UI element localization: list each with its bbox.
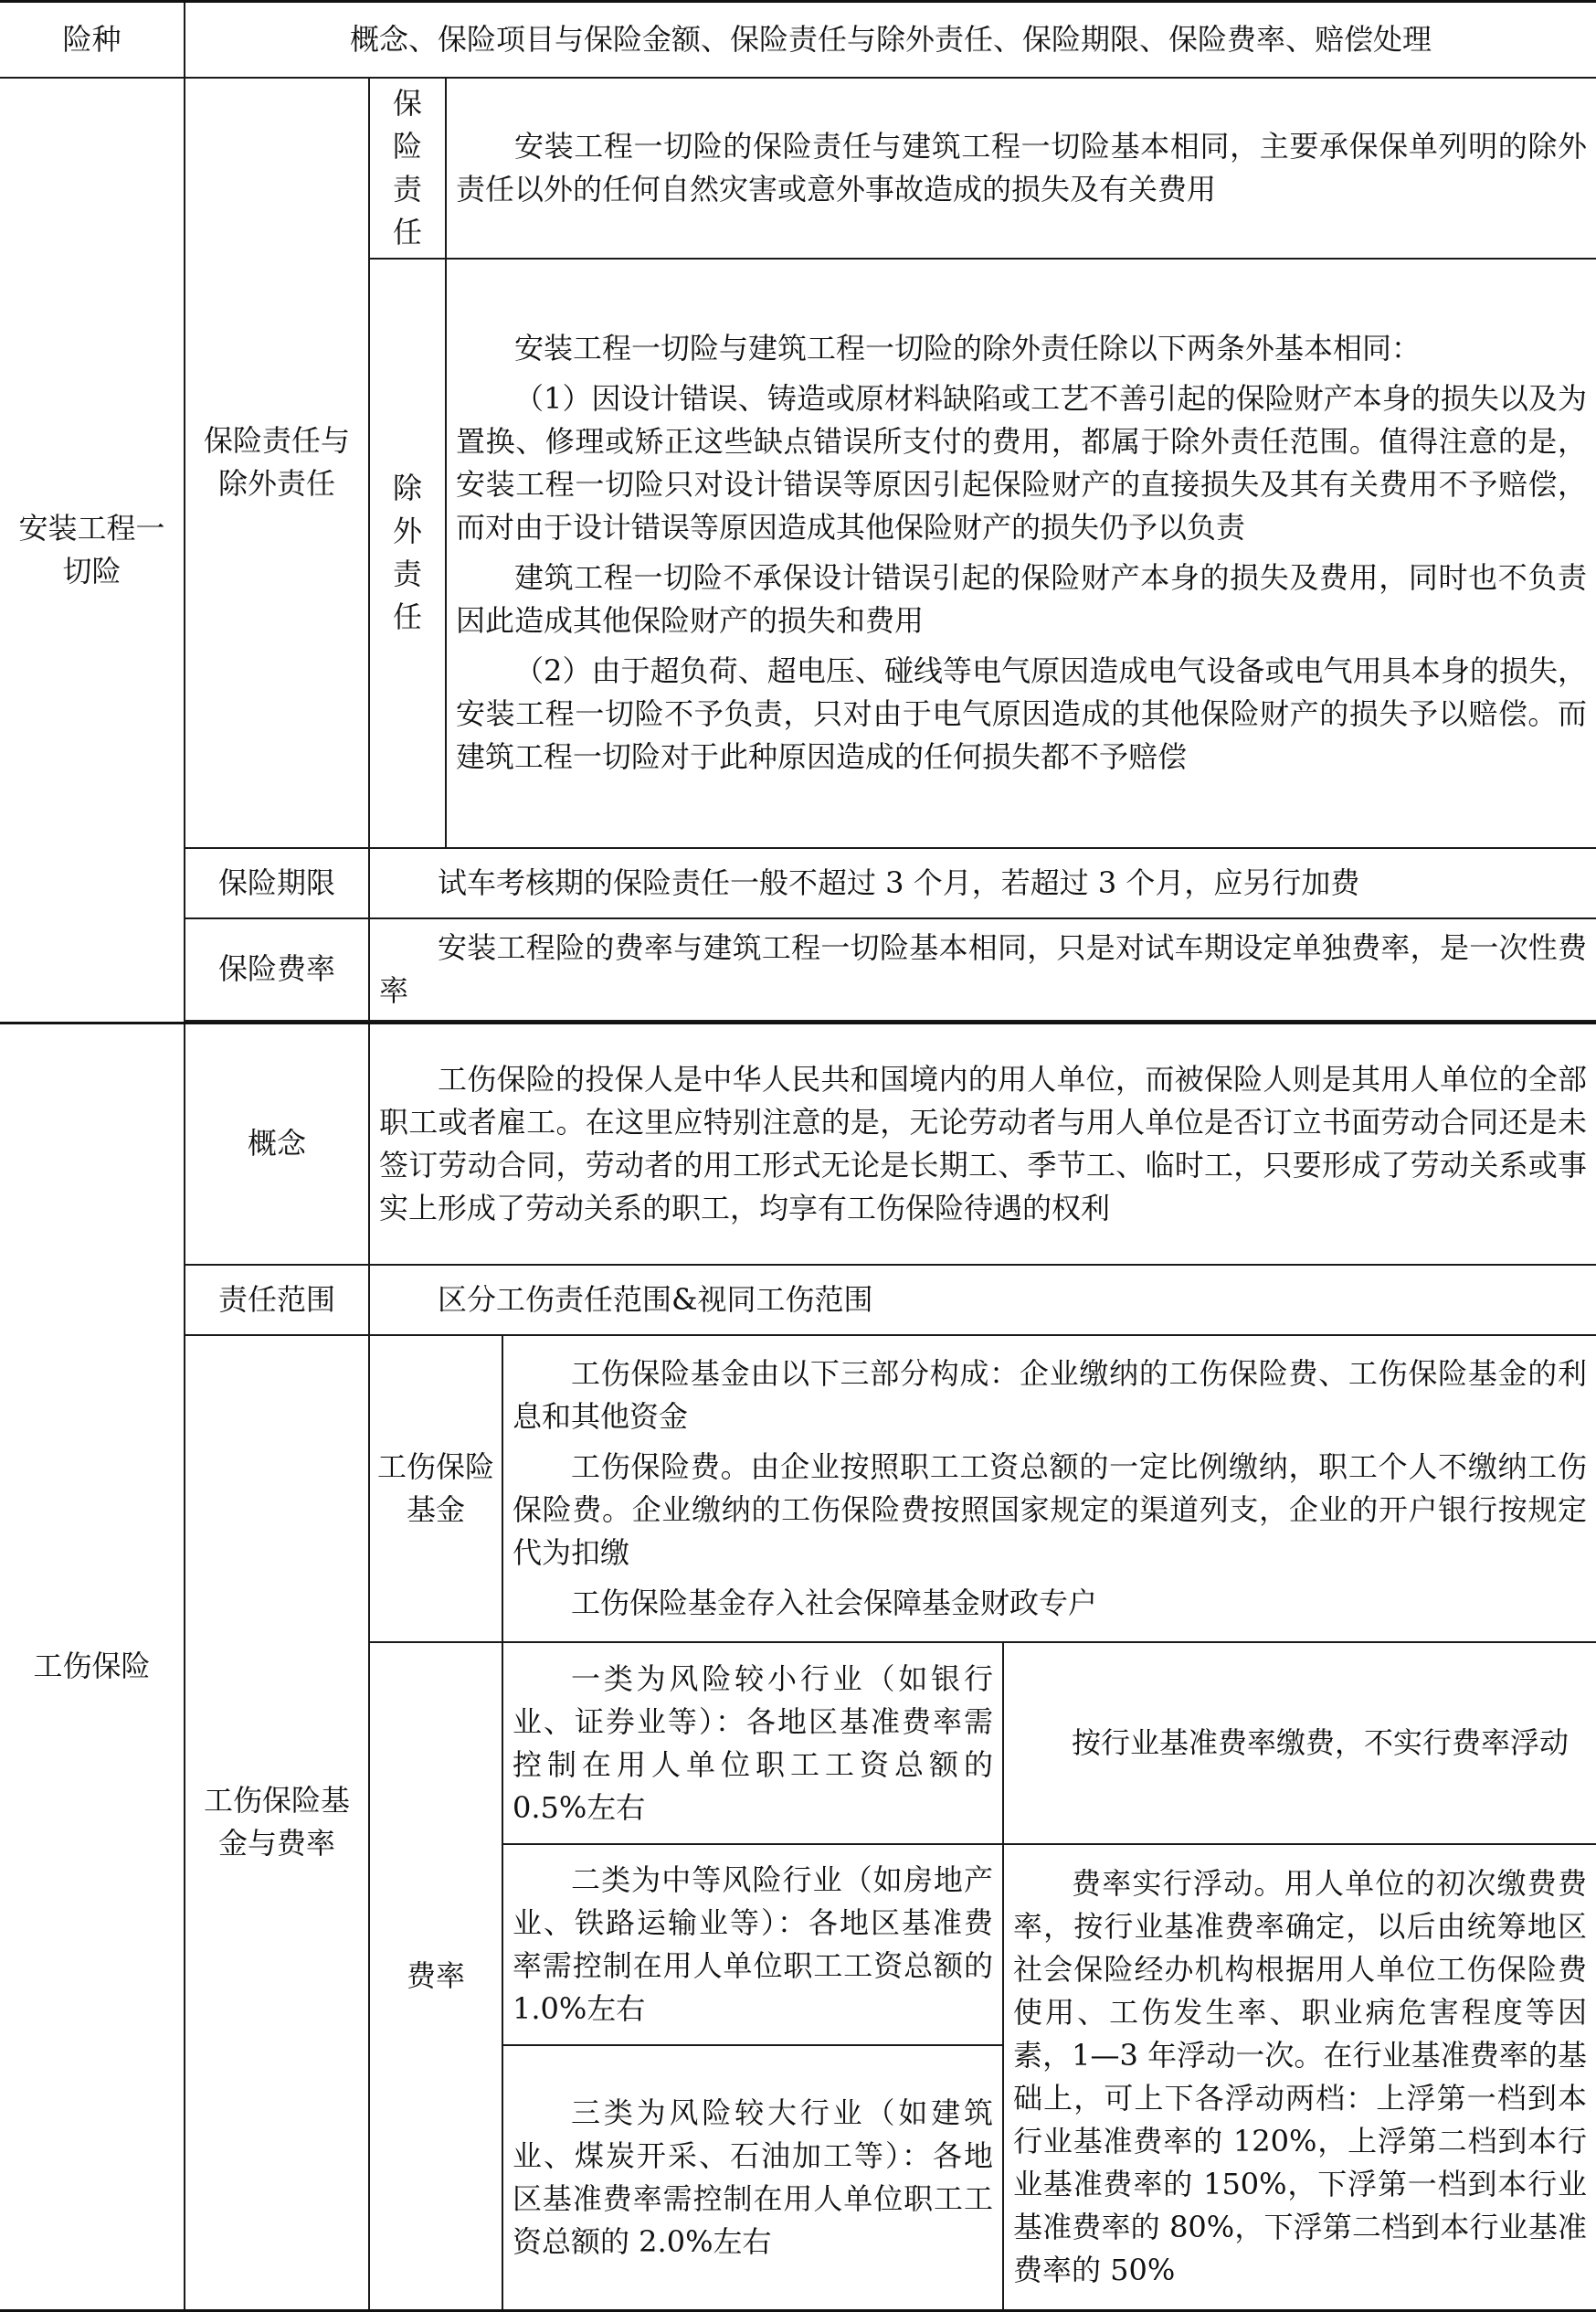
installation-liability-group: 保险责任与除外责任 bbox=[185, 78, 369, 848]
header-row bbox=[0, 2, 1596, 78]
installation-rate-row bbox=[0, 918, 1596, 1021]
work-injury-rate-label: 费率 bbox=[369, 1642, 502, 2310]
fund-text bbox=[502, 1335, 1596, 1642]
scope-label: 责任范围 bbox=[185, 1265, 369, 1335]
period-label: 保险期限 bbox=[185, 848, 369, 918]
fund-para: 工伤保险基金由以下三部分构成：企业缴纳的工伤保险费、工伤保险基金的利息和其他资金 bbox=[513, 1356, 1588, 1434]
exclusion-text bbox=[446, 259, 1596, 848]
scope-text: 区分工伤责任范围&视同工伤范围 bbox=[369, 1265, 1596, 1335]
work-injury-concept-row bbox=[0, 1023, 1596, 1265]
period-text: 试车考核期的保险责任一般不超过 3 个月，若超过 3 个月，应另行加费 bbox=[369, 848, 1596, 918]
installation-period-row bbox=[0, 848, 1596, 918]
exclusion-para: （2）由于超负荷、超电压、碰线等电气原因造成电气设备或电气用具本身的损失，安装工程一切险不予负责，只对由于电气原因造成的其他保险财产的损失予以赔偿。而建筑工程一切险对于此种原因造成的任何损失都不予赔偿 bbox=[456, 653, 1588, 774]
coverage-text: 安装工程一切险的保险责任与建筑工程一切险基本相同，主要承保保单列明的除外责任以外的任何自然灾害或意外事故造成的损失及有关费用 bbox=[446, 78, 1596, 259]
rate-class2: 二类为中等风险行业（如房地产业、铁路运输业等）：各地区基准费率需控制在用人单位职工工资总额的 1.0%左右 bbox=[502, 1844, 1003, 2045]
concept-text: 工伤保险的投保人是中华人民共和国境内的用人单位，而被保险人则是其用人单位的全部职工或者雇工。在这里应特别注意的是，无论劳动者与用人单位是否订立书面劳动合同还是未签订劳动合同，劳动者的用工形式无论是长期工、季节工、临时工，只要形成了劳动关系或事实上形成了劳动关系的职工，均享有工伤保险待遇的权利 bbox=[369, 1023, 1596, 1265]
exclusion-para: （1）因设计错误、铸造或原材料缺陷或工艺不善引起的保险财产本身的损失以及为置换、修理或矫正这些缺点错误所支付的费用，都属于除外责任范围。值得注意的是，安装工程一切险只对设计错误等原因引起保险财产的直接损失及其有关费用不予赔偿，而对由于设计错误等原因造成其他保险财产的损失仍予以负责 bbox=[456, 381, 1588, 545]
installation-insurance-title: 安装工程一切险 bbox=[0, 78, 185, 1023]
fund-label: 工伤保险基金 bbox=[369, 1335, 502, 1642]
installation-rate-label: 保险费率 bbox=[185, 918, 369, 1021]
work-injury-scope-row bbox=[0, 1265, 1596, 1335]
fund-para: 工伤保险费。由企业按照职工工资总额的一定比例缴纳，职工个人不缴纳工伤保险费。企业缴纳的工伤保险费按照国家规定的渠道列支，企业的开户银行按规定代为扣缴 bbox=[513, 1449, 1588, 1570]
exclusion-para: 建筑工程一切险不承保设计错误引起的保险财产本身的损失及费用，同时也不负责因此造成其他保险财产的损失和费用 bbox=[456, 560, 1588, 638]
exclusion-para: 安装工程一切险与建筑工程一切险的除外责任除以下两条外基本相同： bbox=[514, 331, 1422, 366]
header-insurance-type: 险种 bbox=[0, 2, 185, 78]
installation-rate-text: 安装工程险的费率与建筑工程一切险基本相同，只是对试车期设定单独费率，是一次性费率 bbox=[369, 918, 1596, 1021]
concept-label: 概念 bbox=[185, 1023, 369, 1265]
work-injury-fund-row bbox=[0, 1335, 1596, 1642]
fund-para: 工伤保险基金存入社会保障基金财政专户 bbox=[571, 1586, 1098, 1620]
rate-class1-policy: 按行业基准费率缴费，不实行费率浮动 bbox=[1003, 1642, 1596, 1844]
work-injury-title: 工伤保险 bbox=[0, 1023, 185, 2310]
exclusion-label: 除外责任 bbox=[369, 259, 446, 848]
installation-coverage-row bbox=[0, 78, 1596, 259]
coverage-label: 保险责任 bbox=[369, 78, 446, 259]
rate-class3: 三类为风险较大行业（如建筑业、煤炭开采、石油加工等）：各地区基准费率需控制在用人单位职工工资总额的 2.0%左右 bbox=[502, 2045, 1003, 2310]
rate-class23-policy: 费率实行浮动。用人单位的初次缴费费率，按行业基准费率确定，以后由统筹地区社会保险经办机构根据用人单位工伤保险费使用、工伤发生率、职业病危害程度等因素，1—3 年浮动一次。在行业基准费率的基础上，可上下各浮动两档：上浮第一档到本行业基准费率的 120%，上浮第二档到本行业基准费率的 150%，下浮第一档到本行业基准费率的 80%，下浮第二档到本行业基准费率的 50% bbox=[1003, 1844, 1596, 2310]
rate-class1: 一类为风险较小行业（如银行业、证券业等）：各地区基准费率需控制在用人单位职工工资总额的 0.5%左右 bbox=[502, 1642, 1003, 1844]
fund-rate-group: 工伤保险基金与费率 bbox=[185, 1335, 369, 2310]
header-description: 概念、保险项目与保险金额、保险责任与除外责任、保险期限、保险费率、赔偿处理 bbox=[185, 2, 1596, 78]
